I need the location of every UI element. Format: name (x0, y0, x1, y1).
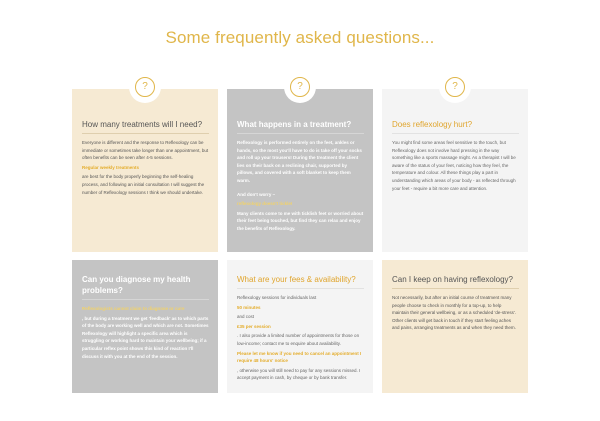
question-badge (439, 71, 471, 103)
faq-card-title: Can I keep on having reflexology? (392, 275, 513, 284)
page-title: Some frequently asked questions... (165, 28, 435, 47)
faq-card-text: are best for the body properly beginning the self-healing process, and following an initial consultation I will suggest the number of Reflexology sessions I think we should undertake. (82, 174, 205, 195)
faq-card-highlight: Regular weekly treatments (82, 164, 140, 170)
question-mark-icon: ? (290, 77, 310, 97)
faq-card-what-happens (227, 89, 373, 252)
faq-card-highlight: £35 per session (237, 323, 271, 329)
divider (237, 133, 364, 134)
faq-card-highlight: Reflexologists cannot claim to diagnose or cure (82, 306, 185, 311)
question-mark-icon: ? (135, 77, 155, 97)
faq-card-title: What are your fees & availability? (237, 275, 356, 284)
faq-card-text: You might find some areas feel sensitive to the touch, but Reflexology does not involve hard pressing in the way something like a sports massage might. As a therapist I will be aware of the status of your feet, noticing how they feel, the temperature and colour. All these things play a part in understanding which areas of your body - as reflected through your feet - require a bit more care and attention. (392, 140, 516, 191)
question-badge (284, 71, 316, 103)
faq-card-text: and cost (237, 314, 255, 320)
faq-card-title: Can you diagnose my health problems? (82, 275, 191, 295)
faq-card-text: Reflexology is performed entirely on the feet, ankles or hands, so the most you'll have to do is take off your socks and roll up your trousers! During the treatment the client lies on their back on a reclining chair, supported by pillows, and covered with a soft blanket to keep them warm. (237, 140, 362, 183)
faq-card-text: Everyone is different and the response to Reflexology can be immediate or sometimes take longer than one appointment, but often benefits can be seen after 4-5 sessions. (82, 140, 209, 161)
faq-card-highlight: Please let me know if you need to cancel an appointment I require 48 hours' notice (237, 350, 362, 364)
faq-card-title: Does reflexology hurt? (392, 120, 473, 129)
divider (82, 133, 209, 134)
divider (237, 288, 364, 289)
faq-card-treatments (72, 89, 218, 252)
faq-card-fees (227, 260, 373, 393)
faq-card-does-it-hurt (382, 89, 528, 252)
faq-card-keep-having (382, 260, 528, 393)
faq-card-text: Many clients come to me with ticklish feet or worried about their feet being touched, but find they can relax and enjoy the benefits of Reflexology. (237, 210, 364, 231)
divider (392, 288, 519, 289)
faq-card-text: And don't worry – (237, 191, 276, 197)
faq-card-text: , otherwise you will still need to pay for any sessions missed. I accept payment in cash, by cheque or by bank transfer. (237, 367, 361, 381)
faq-card-highlight: reflexology doesn't tickle! (237, 201, 293, 207)
divider (392, 133, 519, 134)
faq-card-text: , but during a treatment we get 'feedback' as to which parts of the body are working well and which are not. Sometimes Reflexology will highlight a specific area which is struggling or working hard to maintain your wellbeing; if a particular reflex point shows this kind of reaction I'll discuss it with you at the end of the session. (82, 315, 209, 359)
faq-card-text: . I also provide a limited number of appointments for those on low-income; contact me to enquire about availability. (237, 333, 360, 346)
question-badge (129, 71, 161, 103)
faq-card-title: What happens in a treatment? (237, 120, 352, 129)
faq-card-title: How many treatments will I need? (82, 120, 203, 129)
question-mark-icon: ? (445, 77, 465, 97)
divider (82, 299, 209, 300)
faq-card-text: Not necessarily, but after an initial course of treatment many people choose to check in monthly for a top-up, to help maintain their general wellbeing, or as a scheduled 'de-stress'. Other clients will get back in touch if they start feeling aches and pains, arranging treatments as and when they need them. (392, 295, 517, 331)
faq-card-diagnose (72, 260, 218, 393)
faq-card-text: Reflexology sessions for individuals last (237, 295, 317, 300)
faq-card-highlight: 50 minutes (237, 304, 261, 310)
